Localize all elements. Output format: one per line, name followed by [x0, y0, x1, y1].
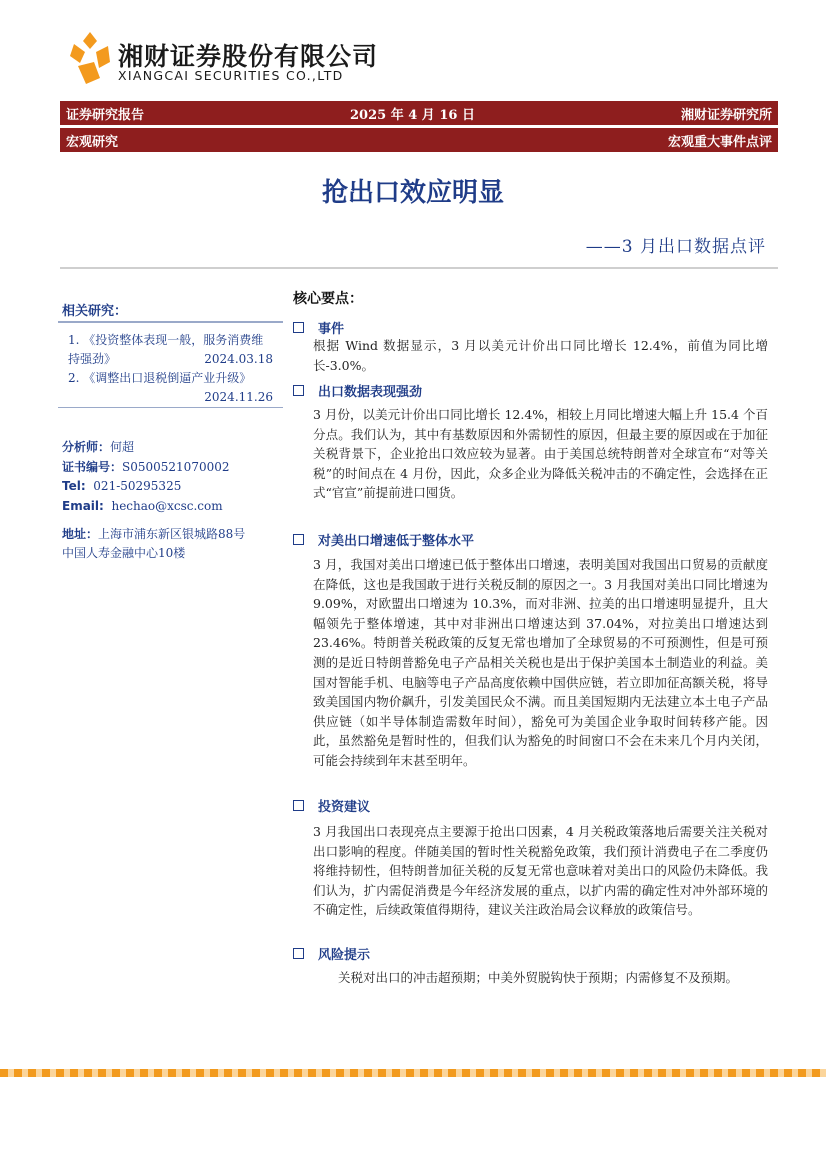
checkbox-bullet-icon: [293, 948, 304, 959]
email-address[interactable]: hechao@xcsc.com: [111, 498, 223, 513]
institute-name: 湘财证券研究所: [680, 108, 772, 123]
section-body-export-strong: 3 月份，以美元计价出口同比增长 12.4%，相较上月同比增速大幅上升 15.4 个百分点。我们认为，其中有基数原因和外需韧性的原因，但最主要的原因或在于加征关税背景下，企业抢出口效应较为显著。由于美国总统特朗普对全球宣布“对等关税”的时间点在 4 月份，因此，众多企业为降低关税冲击的不确定性，会选择在正式“官宣”前提前进口囤货。: [313, 407, 768, 501]
related-item-title: 1. 《投资整体表现一般，服务消费维持强劲》: [68, 333, 264, 366]
footer-stripe: [0, 1069, 826, 1077]
related-item-date: 2024.03.18: [204, 352, 273, 366]
section-body-risk: 关税对出口的冲击超预期；中美外贸脱钩快于预期；内需修复不及预期。: [338, 970, 739, 985]
checkbox-bullet-icon: [293, 534, 304, 545]
section-body-event: 根据 Wind 数据显示，3 月以美元计价出口同比增长 12.4%，前值为同比增长-3.0%。: [313, 338, 768, 373]
checkbox-bullet-icon: [293, 322, 304, 333]
company-name-cn: 湘财证券股份有限公司: [118, 42, 379, 71]
report-date: 2025 年 4 月 16 日: [350, 108, 475, 123]
cert-label: 证书编号：: [62, 459, 123, 474]
title-divider: [60, 267, 778, 269]
section-body-investment: 3 月我国出口表现亮点主要源于抢出口因素，4 月关税政策落地后需要关注关税对出口影响的程度。伴随美国的暂时性关税豁免政策，我们预计消费电子在二季度仍将维持韧性，但特朗普加征关税的反复无常也意味着对美出口的风险仍未降低。我们认为，扩内需促消费是今年经济发展的重点，以扩内需的确定性对冲外部环境的不确定性，后续政策值得期待，建议关注政治局会议释放的政策信号。: [313, 824, 768, 918]
analyst-info: [62, 438, 230, 516]
address-info: [62, 525, 245, 563]
cert-number: S0500521070002: [122, 459, 230, 474]
section-body-us-export: 3 月，我国对美出口增速已低于整体出口增速，表明美国对我国出口贸易的贡献度在降低，这也是我国敢于进行关税反制的原因之一。3 月我国对美出口同比增速为 9.09%，对欧盟出口增速为 10.3%，而对非洲、拉美的出口增速明显提升，且大幅领先于整体增速，其中对非洲出口增速达到 37.04%，对拉美出口增速达到 23.46%。特朗普关税政策的反复无常也增加了全球贸易的不可预测性，但是可预测的是近日特朗普豁免电子产品相关关税也是出于保护美国本土制造业的利益。美国对智能手机、电脑等电子产品高度依赖中国供应链，若立即加征高额关税，将导致美国国内物价飙升，引发美国民众不满。而且美国短期内无法建立本土电子产品供应链（如半导体制造需数年时间），豁免可为美国企业争取时间转移产能。因此，虽然豁免是暂时性的，但我们认为豁免的时间窗口不会在未来几个月内关闭，可能会持续到年末甚至明年。: [313, 557, 768, 768]
header-bar-top: [60, 101, 778, 125]
tel-label: Tel:: [62, 479, 86, 493]
company-logo-icon: [70, 32, 110, 84]
report-type: 证券研究报告: [66, 108, 145, 123]
checkbox-bullet-icon: [293, 800, 304, 811]
header-bar-bottom: [60, 128, 778, 152]
address-line-2: 中国人寿金融中心10楼: [62, 546, 186, 560]
related-item-2[interactable]: [68, 369, 273, 407]
related-item-title: 2. 《调整出口退税倒逼产业升级》: [68, 371, 252, 385]
section-heading-export-strong: 出口数据表现强劲: [293, 381, 422, 400]
related-item-date: 2024.11.26: [204, 390, 273, 404]
page-title: 抢出口效应明显: [321, 178, 504, 208]
section-heading-investment: 投资建议: [293, 796, 370, 815]
report-category: 宏观研究: [66, 135, 119, 150]
address-line-1: 上海市浦东新区银城路88号: [98, 527, 246, 541]
checkbox-bullet-icon: [293, 385, 304, 396]
related-item-1[interactable]: [68, 331, 273, 369]
analyst-name: 何超: [110, 440, 135, 454]
section-heading-us-export: 对美出口增速低于整体水平: [293, 530, 474, 549]
related-research-heading: 相关研究：: [62, 304, 128, 319]
section-heading-risk: 风险提示: [293, 944, 370, 963]
email-label: Email:: [62, 498, 104, 513]
company-name-en: XIANGCAI SECURITIES CO.,LTD: [118, 68, 344, 83]
analyst-label: 分析师：: [62, 440, 111, 454]
report-subcategory: 宏观重大事件点评: [667, 135, 772, 150]
section-heading-event: 事件: [293, 318, 344, 337]
core-points-heading: 核心要点：: [293, 291, 363, 307]
tel-number: 021-50295325: [93, 479, 182, 493]
page-subtitle: ——3 月出口数据点评: [585, 237, 766, 257]
address-label: 地址：: [62, 527, 99, 541]
related-research-list: [58, 321, 283, 408]
